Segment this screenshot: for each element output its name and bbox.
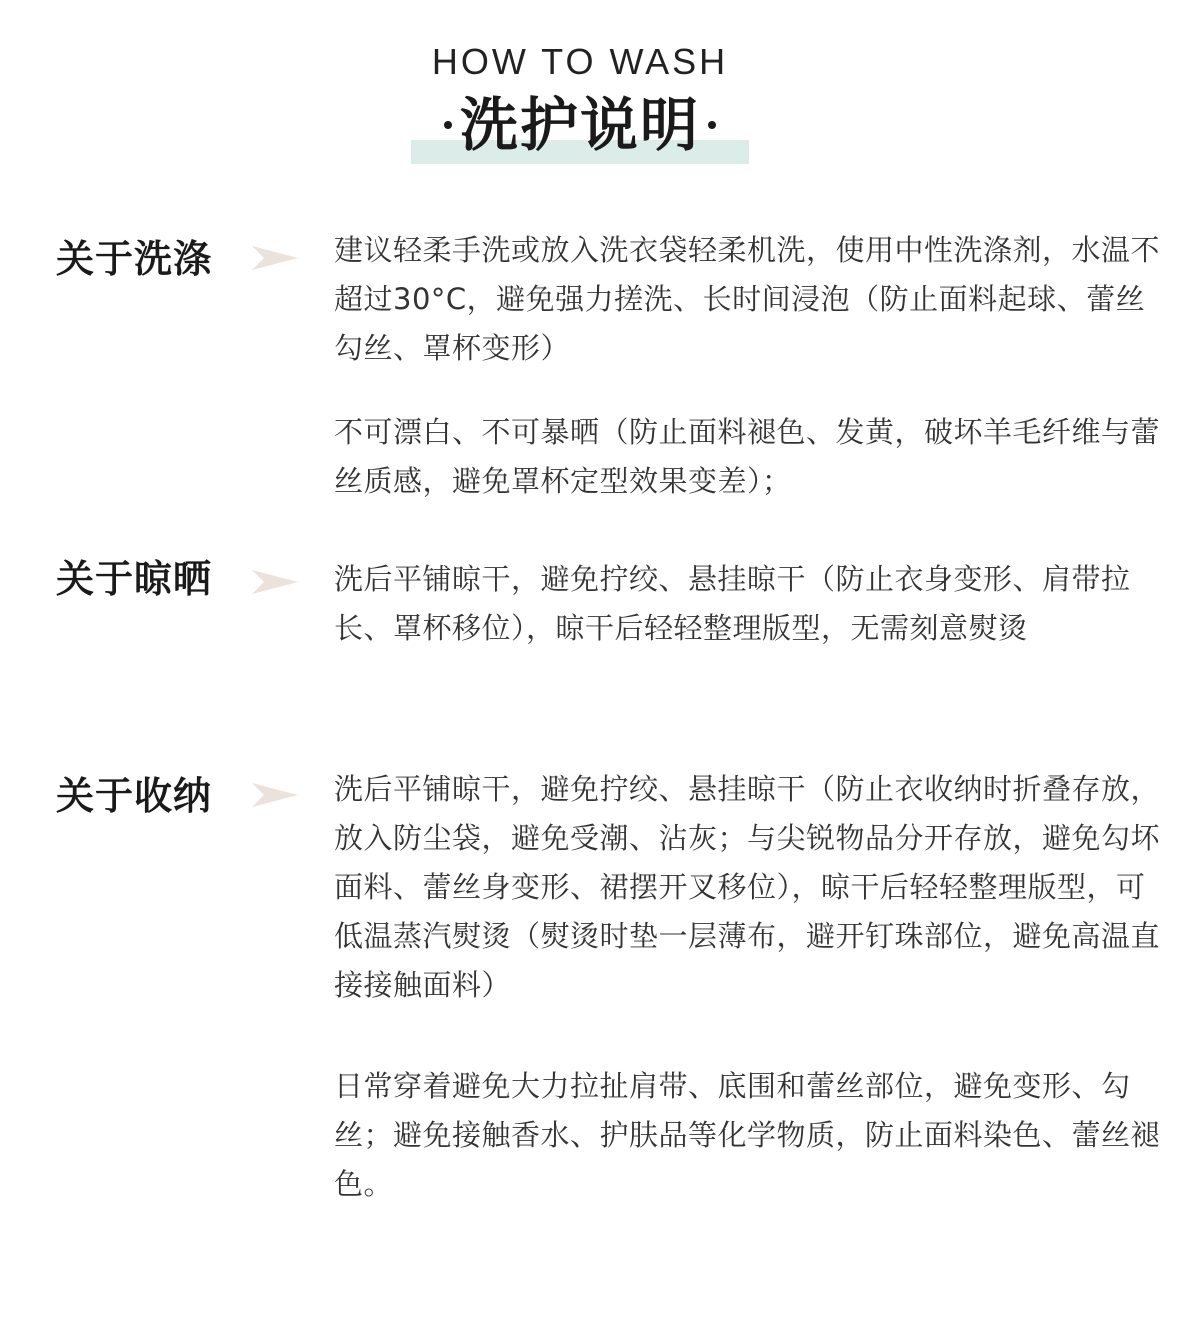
- chevron-arrow-icon: [252, 568, 298, 596]
- section-label-washing: 关于洗涤: [56, 237, 213, 281]
- drying-paragraph-1: 洗后平铺晾干，避免拧绞、悬挂晾干（防止衣身变形、肩带拉长、罩杯移位），晾干后轻轻整理版型，无需刻意熨烫: [334, 562, 1131, 645]
- washing-paragraph-2: 不可漂白、不可暴晒（防止面料褪色、发黄，破坏羊毛纤维与蕾丝质感，避免罩杯定型效果变差）；: [334, 415, 1161, 498]
- bullet-dot-icon: [444, 121, 452, 129]
- storage-paragraph-1: 洗后平铺晾干，避免拧绞、悬挂晾干（防止衣收纳时折叠存放，放入防尘袋，避免受潮、沾灰；与尖锐物品分开存放，避免勾坏面料、蕾丝身变形、裙摆开叉移位），晾干后轻轻整理版型，可低温蒸汽熨烫（熨烫时垫一层薄布，避开钉珠部位，避免高温直接接触面料）: [334, 772, 1161, 1002]
- storage-paragraph-2: 日常穿着避免大力拉扯肩带、底围和蕾丝部位，避免变形、勾丝；避免接触香水、护肤品等化学物质，防止面料染色、蕾丝褪色。: [334, 1069, 1161, 1201]
- bullet-dot-icon: [708, 121, 716, 129]
- section-label-drying: 关于晾晒: [56, 557, 213, 601]
- washing-paragraph-1: 建议轻柔手洗或放入洗衣袋轻柔机洗，使用中性洗涤剂，水温不超过30°C，避免强力搓洗、长时间浸泡（防止面料起球、蕾丝勾丝、罩杯变形）: [334, 233, 1161, 365]
- header-title-en: HOW TO WASH: [431, 41, 729, 82]
- header-title-cn-text: 洗护说明: [459, 91, 700, 159]
- chevron-arrow-icon: [252, 244, 298, 272]
- header-title-cn-wrap: [411, 90, 749, 164]
- section-label-storage: 关于收纳: [56, 774, 213, 818]
- page-header: [0, 40, 1160, 164]
- chevron-arrow-icon: [252, 781, 298, 809]
- header-title-cn: [411, 90, 749, 160]
